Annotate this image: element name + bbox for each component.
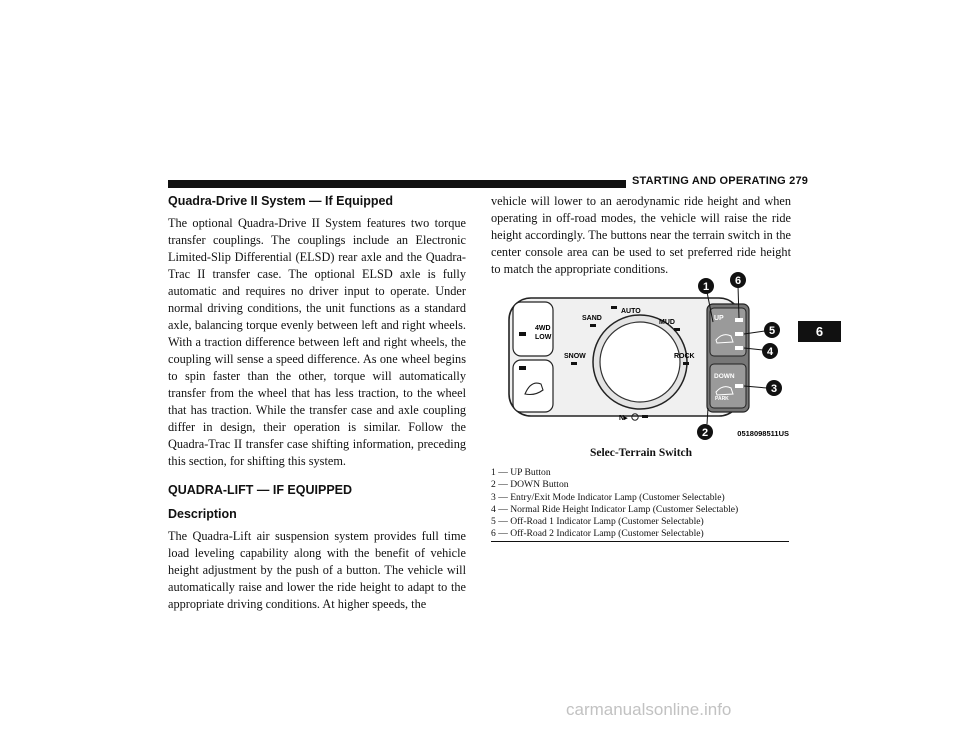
- watermark: carmanualsonline.info: [566, 700, 732, 719]
- label-snow: SNOW: [564, 353, 586, 360]
- normal-ride-height-lamp: [735, 346, 743, 350]
- paragraph-quadra-drive: The optional Quadra-Drive II System features two torque transfer couplings. The couplings include an Electronic Limited-Slip Differential (ELSD) rear axle and the Quadra-Trac II transfer case. The optional ELSD axle is fully automatic and requires no driver input to operate. Under normal driving conditions, the unit functions as a standard axle, balancing torque evenly between left and right wheels. With a traction difference between left and right wheels, the coupling will sense a speed difference. As one wheel begins to spin faster than the other, torque will automatically transfer from the wheel that has less traction, to the wheel that has traction. While the transfer case and axle coupling differ in design, their operation is similar. Follow the Quadra-Trac II transfer case shifting information, preceding this section, for shifting this system.: [168, 216, 466, 468]
- label-sand: SAND: [582, 315, 602, 322]
- callout-5: [764, 322, 780, 338]
- legend-item-3: 3 — Entry/Exit Mode Indicator Lamp (Customer Selectable): [491, 491, 725, 503]
- callout-4: [762, 343, 778, 359]
- running-header: STARTING AND OPERATING 279: [632, 175, 809, 187]
- rock-lamp: [683, 362, 689, 365]
- figure-legend: [491, 467, 789, 541]
- label-low: LOW: [535, 334, 552, 341]
- callout-2: [697, 424, 713, 440]
- paragraph-ride-height: vehicle will lower to an aerodynamic ride height and when operating in off-road modes, the vehicle will raise the ride height accordingly. The buttons near the terrain switch in the center console area can be used to set preferred ride height to match the appropriate conditions.: [491, 194, 791, 276]
- off-road-2-lamp: [735, 318, 743, 322]
- auto-lamp: [611, 306, 617, 309]
- callout-5-text: 5: [768, 325, 776, 337]
- neutral-lamp: [642, 415, 648, 418]
- callout-3-text: 3: [770, 383, 778, 395]
- legend-item-2: 2 — DOWN Button: [491, 479, 569, 491]
- off-road-1-lamp: [735, 332, 743, 336]
- legend-rule: [491, 541, 789, 542]
- sand-lamp: [590, 324, 596, 327]
- section-heading-quadra-drive: Quadra-Drive II System — If Equipped: [168, 194, 394, 208]
- callout-1-text: 1: [702, 281, 710, 293]
- label-park: PARK: [715, 396, 729, 402]
- legend-item-6: 6 — Off-Road 2 Indicator Lamp (Customer Selectable): [491, 528, 704, 540]
- callout-6-text: 6: [734, 275, 742, 287]
- figure-code: 0518098511US: [737, 429, 789, 438]
- section-heading-quadra-lift: QUADRA-LIFT — IF EQUIPPED: [168, 483, 353, 497]
- header-rule: [168, 180, 626, 188]
- callout-1: [698, 278, 714, 294]
- callout-4-text: 4: [766, 346, 774, 358]
- chapter-tab: 6: [798, 321, 841, 342]
- label-up: UP: [714, 315, 724, 322]
- right-column: [491, 193, 791, 278]
- selec-terrain-figure: [491, 272, 791, 442]
- mud-lamp: [674, 328, 680, 331]
- label-down: DOWN: [714, 373, 735, 380]
- label-auto: AUTO: [621, 308, 641, 315]
- subheading-description: Description: [168, 507, 237, 521]
- label-rock: ROCK: [674, 353, 695, 360]
- legend-item-4: 4 — Normal Ride Height Indicator Lamp (Customer Selectable): [491, 503, 739, 515]
- 4wd-low-lamp: [519, 332, 526, 336]
- terrain-knob: [600, 322, 680, 402]
- label-4wd: 4WD: [535, 325, 551, 332]
- callout-3: [766, 380, 782, 396]
- label-mud: MUD: [659, 319, 675, 326]
- figure-caption: Selec-Terrain Switch: [589, 447, 693, 459]
- legend-item-5: 5 — Off-Road 1 Indicator Lamp (Customer Selectable): [491, 516, 704, 528]
- paragraph-quadra-lift: The Quadra-Lift air suspension system provides full time load leveling capability along with the benefit of vehicle height adjustment by the push of a button. The vehicle will automatically raise and lower the ride height to adapt to the appropriate driving conditions. At higher speeds, the: [168, 529, 466, 611]
- hill-descent-lamp: [519, 366, 526, 370]
- left-column: [168, 193, 466, 613]
- entry-exit-lamp: [735, 384, 743, 388]
- label-neutral: N▸: [619, 415, 628, 422]
- selec-terrain-diagram: [491, 272, 791, 442]
- legend-item-1: 1 — UP Button: [491, 467, 551, 478]
- snow-lamp: [571, 362, 577, 365]
- callout-2-text: 2: [701, 427, 709, 439]
- callout-6: [730, 272, 746, 288]
